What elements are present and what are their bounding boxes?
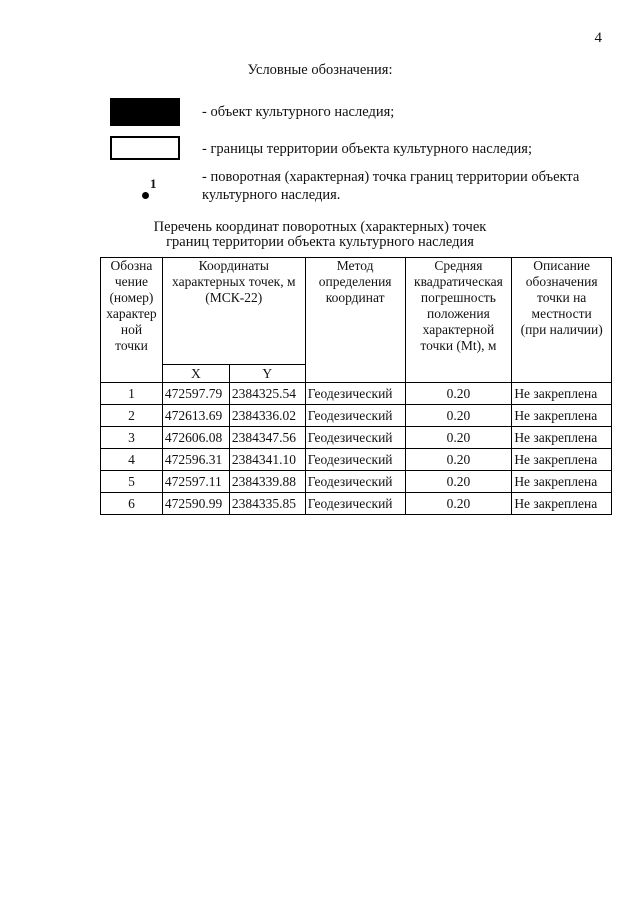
cell-point-number: 6 [101, 493, 163, 515]
cell-y: 2384347.56 [229, 427, 305, 449]
cell-method: Геодезический [305, 405, 405, 427]
list-title-line2: границ территории объекта культурного наследия [166, 234, 474, 250]
cell-error: 0.20 [405, 383, 512, 405]
header-x: X [162, 365, 229, 383]
cell-y: 2384335.85 [229, 493, 305, 515]
cell-description: Не закреплена [512, 383, 612, 405]
header-method: Метод определения координат [305, 258, 405, 383]
coordinates-list-title [0, 220, 640, 250]
table-row [101, 383, 612, 405]
cell-error: 0.20 [405, 405, 512, 427]
cell-point-number: 1 [101, 383, 163, 405]
header-description: Описание обозначения точки на местности (при наличии) [512, 258, 612, 383]
cell-error: 0.20 [405, 427, 512, 449]
cell-x: 472597.79 [162, 383, 229, 405]
legend-title: Условные обозначения: [247, 62, 393, 78]
cell-error: 0.20 [405, 471, 512, 493]
cell-method: Геодезический [305, 493, 405, 515]
header-y: Y [229, 365, 305, 383]
list-title-line1: Перечень координат поворотных (характерных) точек [153, 219, 487, 235]
cell-y: 2384341.10 [229, 449, 305, 471]
legend-text-turning-point-line1: - поворотная (характерная) точка границ территории объекта [202, 169, 580, 185]
header-designation: Обозна чение (номер) характер ной точки [101, 258, 163, 383]
point-number-label: 1 [150, 176, 157, 191]
table-header-row [101, 258, 612, 365]
table-row [101, 427, 612, 449]
cell-y: 2384339.88 [229, 471, 305, 493]
cell-point-number: 4 [101, 449, 163, 471]
cell-y: 2384336.02 [229, 405, 305, 427]
cell-x: 472606.08 [162, 427, 229, 449]
cell-method: Геодезический [305, 383, 405, 405]
table-row [101, 493, 612, 515]
outlined-rectangle-icon [110, 136, 180, 160]
cell-x: 472597.11 [162, 471, 229, 493]
point-dot-icon [142, 192, 149, 199]
cell-x: 472613.69 [162, 405, 229, 427]
cell-method: Геодезический [305, 449, 405, 471]
cell-description: Не закреплена [512, 449, 612, 471]
cell-error: 0.20 [405, 449, 512, 471]
cell-point-number: 2 [101, 405, 163, 427]
legend-text-heritage-object: - объект культурного наследия; [202, 104, 395, 120]
table-row [101, 471, 612, 493]
legend-text-turning-point-line2: культурного наследия. [202, 187, 341, 203]
cell-x: 472590.99 [162, 493, 229, 515]
legend-text-territory-boundary: - границы территории объекта культурного наследия; [202, 141, 532, 157]
coordinates-table [100, 257, 612, 515]
table-row [101, 449, 612, 471]
cell-y: 2384325.54 [229, 383, 305, 405]
cell-point-number: 3 [101, 427, 163, 449]
cell-point-number: 5 [101, 471, 163, 493]
page-number: 4 [594, 30, 602, 46]
cell-error: 0.20 [405, 493, 512, 515]
cell-method: Геодезический [305, 427, 405, 449]
cell-x: 472596.31 [162, 449, 229, 471]
header-coordinates: Координаты характерных точек, м (МСК-22) [162, 258, 305, 365]
cell-description: Не закреплена [512, 405, 612, 427]
black-rectangle-icon [110, 98, 180, 126]
header-error: Средняя квадратическая погрешность положения характерной точки (Mt), м [405, 258, 512, 383]
cell-method: Геодезический [305, 471, 405, 493]
cell-description: Не закреплена [512, 493, 612, 515]
cell-description: Не закреплена [512, 471, 612, 493]
table-row [101, 405, 612, 427]
cell-description: Не закреплена [512, 427, 612, 449]
